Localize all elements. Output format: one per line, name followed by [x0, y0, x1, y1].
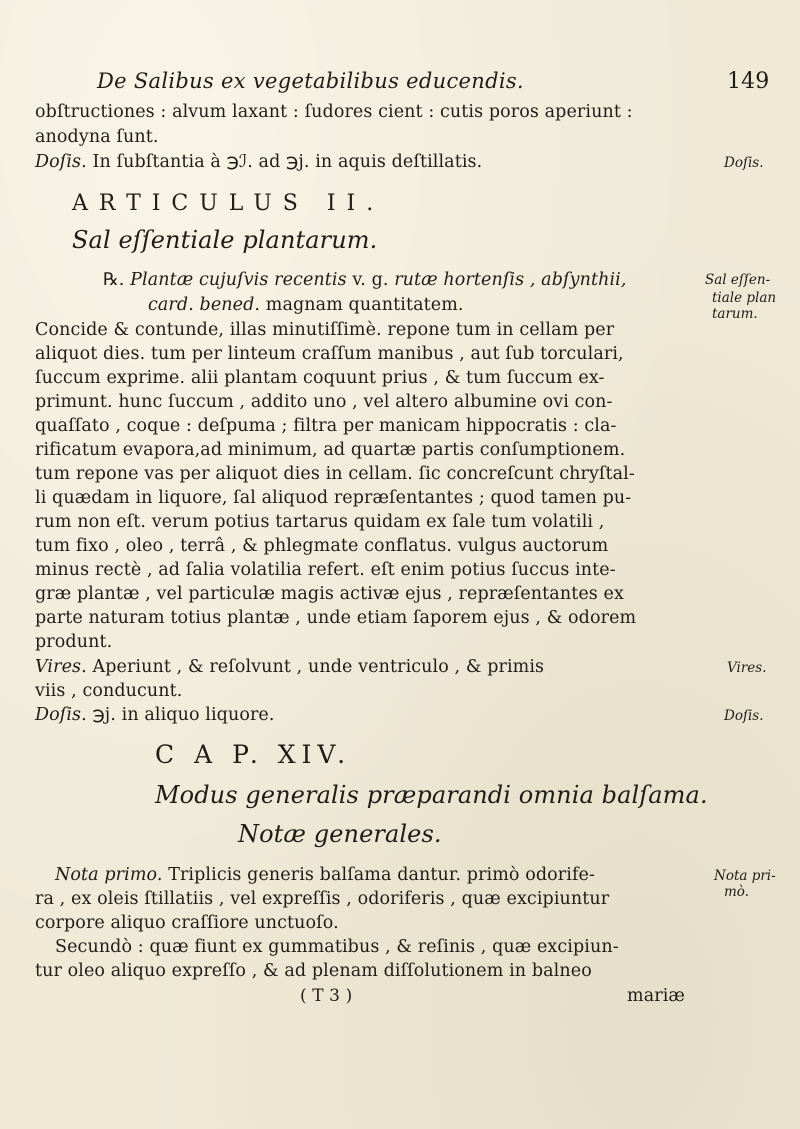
margin-note: tiale plan — [712, 290, 777, 306]
vires-label: Vires. — [35, 657, 87, 677]
text-line: rificatum evapora,ad minimum, ad quartæ partis conſumptionem. — [35, 440, 626, 460]
margin-note: mò. — [724, 884, 749, 900]
text-line: primunt. hunc ſuccum , addito uno , vel altero albumine ovi con- — [35, 392, 613, 412]
margin-note: Doſis. — [724, 708, 764, 724]
text-line: card. bened. magnam quantitatem. — [148, 295, 464, 315]
margin-note: Sal eſſen- — [705, 272, 771, 288]
nota-label: Nota primo. — [55, 865, 163, 885]
text-line: Secundò : quæ fiunt ex gummatibus , & reſinis , quæ excipiun- — [55, 937, 619, 957]
article-title: Sal eſſentiale plantarum. — [72, 226, 378, 254]
catchword: mariæ — [627, 986, 685, 1006]
page-number: 149 — [727, 69, 770, 94]
margin-note: Doſis. — [724, 155, 764, 171]
margin-note: Nota pri- — [714, 868, 776, 884]
text-line: produnt. — [35, 632, 113, 652]
margin-note: tarum. — [712, 306, 758, 322]
text-line: quaſſato , coque : deſpuma ; filtra per manicam hippocratis : cla- — [35, 416, 617, 436]
text-line: viis , conducunt. — [35, 681, 183, 701]
text-line: ſuccum exprime. alii plantam coquunt prius , & tum ſuccum ex- — [35, 368, 605, 388]
text-line: græ plantæ , vel particulæ magis activæ ejus , repræſentantes ex — [35, 584, 624, 604]
text-line: Doſis. ℈j. in aliquo liquore. — [35, 705, 275, 725]
text-line: li quædam in liquore, ſal aliquod repræſentantes ; quod tamen pu- — [35, 488, 632, 508]
text-line: Concide & contunde, illas minutiſſimè. repone tum in cellam per — [35, 320, 615, 340]
text-line: minus rectè , ad ſalia volatilia refert. eſt enim potius ſuccus inte- — [35, 560, 616, 580]
text-line: tum repone vas per aliquot dies in cellam. ſic concreſcunt chryſtal- — [35, 464, 635, 484]
notes-heading: Notæ generales. — [238, 820, 442, 848]
chapter-heading: C A P. XIV. — [155, 740, 352, 769]
text-line: tur oleo aliquo expreſſo , & ad plenam diſſolutionem in balneo — [35, 961, 592, 981]
text-line: tum fixo , oleo , terrâ , & phlegmate conflatus. vulgus auctorum — [35, 536, 609, 556]
text-line: Nota primo. Triplicis generis balſama dantur. primò odorife- — [55, 865, 596, 885]
dosis-label: Doſis. — [35, 705, 87, 725]
chapter-title: Modus generalis præparandi omnia balſama. — [155, 781, 708, 809]
text-line: Doſis. In ſubſtantia à ℈ℐ. ad ℈j. in aquis deſtillatis. — [35, 152, 483, 172]
text-line: corpore aliquo craſſiore unctuoſo. — [35, 913, 339, 933]
text-line: obſtructiones : alvum laxant : ſudores cient : cutis poros aperiunt : — [35, 102, 633, 122]
signature-mark: ( T 3 ) — [300, 986, 353, 1006]
text-line: ra , ex oleis ſtillatiis , vel expreſſis , odoriferis , quæ excipiuntur — [35, 889, 610, 909]
text-line: parte naturam totius plantæ , unde etiam ſaporem ejus , & odorem — [35, 608, 637, 628]
margin-note: Vires. — [727, 660, 767, 676]
text-line: rum non eſt. verum potius tartarus quidam ex ſale tum volatili , — [35, 512, 605, 532]
text-line: anodyna ſunt. — [35, 127, 159, 147]
article-heading: ARTICULUS II. — [72, 191, 385, 216]
dosis-label: Doſis. — [35, 152, 87, 172]
running-header: De Salibus ex vegetabilibus educendis. — [97, 69, 524, 93]
text-line: aliquot dies. tum per linteum craſſum manibus , aut ſub torculari, — [35, 344, 624, 364]
text-line: ℞. Plantæ cujuſvis recentis v. g. rutæ hortenſis , abſynthii, — [103, 270, 627, 290]
text-line: Vires. Aperiunt , & reſolvunt , unde ventriculo , & primis — [35, 657, 545, 677]
